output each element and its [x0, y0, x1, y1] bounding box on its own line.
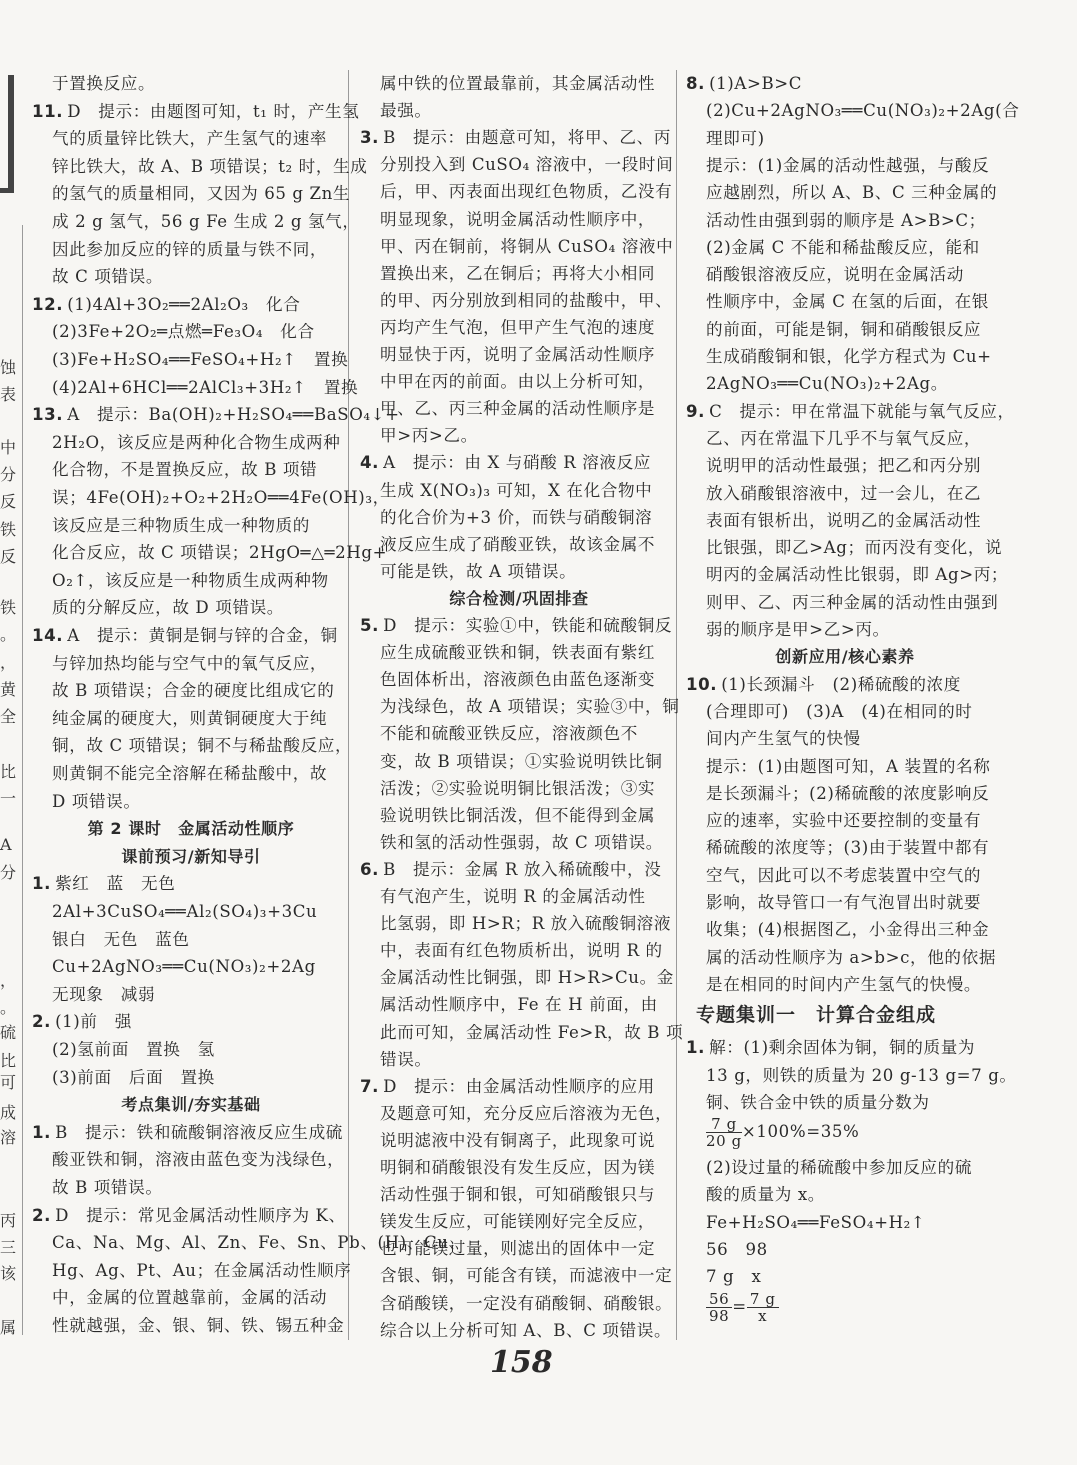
text-line: 活动性由强到弱的顺序是 A>B>C；: [706, 210, 986, 230]
text-line: [32, 622, 338, 649]
text-line: 铜、铁合金中铁的质量分数为: [706, 1092, 930, 1112]
question-number: 1.: [686, 1038, 706, 1058]
margin-bar: [0, 188, 14, 193]
margin-fragment: 表: [0, 385, 17, 404]
text-line: 分别投入到 CuSO₄ 溶液中，一段时间: [380, 155, 674, 175]
text-line: 酸的质量为 x。: [706, 1185, 825, 1205]
margin-fragment: 比: [0, 762, 17, 781]
text-line: 的化合价为+3 价，而铁与硝酸铜溶: [380, 507, 653, 527]
margin-fragment: 反: [0, 547, 17, 566]
text-line: 中甲在丙的前面。由以上分析可知，: [380, 372, 656, 392]
question-number: 4.: [360, 453, 380, 473]
page-number: 158: [490, 1345, 553, 1380]
text-line: 的甲、丙分别放到相同的盐酸中，甲、: [380, 290, 673, 310]
text-line: 说明滤液中没有铜离子，此现象可说: [380, 1130, 656, 1150]
answer-text: A 提示：黄铜是铜与锌的合金，铜: [67, 626, 338, 645]
text-line: 中，金属的位置越靠前，金属的活动: [52, 1288, 328, 1308]
numerator: 56: [706, 1291, 732, 1308]
text-line: 纯金属的硬度大，则黄铜硬度大于纯: [52, 708, 328, 728]
text-line: 应的速率，实验中还要控制的变量有: [706, 811, 982, 831]
text-line: 置换出来，乙在铜后；再将大小相同: [380, 263, 656, 283]
question-number: 9.: [686, 401, 706, 421]
text-line: 铜，故 C 项错误；铜不与稀盐酸反应，: [52, 736, 353, 756]
question-number: 11.: [32, 101, 64, 121]
margin-fragment: 成: [0, 1103, 17, 1122]
text-line: 56 98: [706, 1240, 768, 1259]
text-line: 7 g x: [706, 1267, 762, 1287]
text-line: [32, 1202, 346, 1229]
answer-text: C 提示：甲在常温下就能与氧气反应，: [709, 401, 1015, 421]
text-line: 含硝酸镁，一定没有硝酸铜、硝酸银。: [380, 1293, 673, 1313]
text-line: 与锌加热均能与空气中的氧气反应，: [52, 653, 328, 673]
text-line: 属活动性顺序中，Fe 在 H 前面，由: [380, 995, 658, 1015]
text-line: [686, 1034, 975, 1061]
text-line: 性就越强，金、银、铜、铁、锡五种金: [52, 1316, 345, 1335]
question-number: 5.: [360, 616, 380, 635]
text-line: 生成硝酸铜和银，化学方程式为 Cu+: [706, 347, 992, 366]
question-number: 12.: [32, 294, 64, 314]
text-line: 应越剧烈，所以 A、B、C 三种金属的: [706, 183, 998, 203]
margin-fragment: 属: [0, 1318, 17, 1337]
text-line: 成 2 g 氢气，56 g Fe 生成 2 g 氢气，: [52, 212, 360, 231]
text-line: 铁和氢的活动性强弱，故 C 项错误。: [380, 832, 663, 852]
text-line: (2)设过量的稀硫酸中参加反应的硫: [706, 1158, 973, 1178]
text-line: [686, 398, 1015, 425]
fraction: [706, 1291, 732, 1324]
text-line: 误；4Fe(OH)₂+O₂+2H₂O══4Fe(OH)₃，: [52, 488, 390, 507]
text-line: 明丙的金属活动性比银弱，即 Ag>丙；: [706, 565, 1009, 585]
text-line: 镁发生反应，可能镁刚好完全反应，: [380, 1212, 656, 1232]
answer-text: A 提示：由 X 与硝酸 R 溶液反应: [383, 453, 651, 473]
text-line: 明显现象，说明金属活动性顺序中，: [380, 209, 656, 229]
question-number: 2.: [32, 1205, 52, 1225]
text-line: 液反应生成了硝酸亚铁，故该金属不: [380, 534, 656, 554]
text-line: 银白 无色 蓝色: [52, 929, 190, 949]
text-line: 无现象 减弱: [52, 984, 156, 1004]
text-line: 则黄铜不能完全溶解在稀盐酸中，故: [52, 764, 328, 783]
text-line: 甲、丙在铜前，将铜从 CuSO₄ 溶液中: [380, 236, 674, 256]
text-line: [706, 1291, 779, 1324]
question-number: 2.: [32, 1012, 52, 1032]
margin-fragment: ，: [0, 971, 17, 990]
text-line: 提示：(1)由题图可知，A 装置的名称: [706, 756, 991, 776]
text-line: [360, 449, 651, 476]
margin-fragment: 丙: [0, 1211, 17, 1230]
text-line: 气的质量锌比铁大，产生氢气的速率: [52, 129, 328, 149]
answer-text: B 提示：铁和硫酸铜溶液反应生成硫: [55, 1122, 343, 1142]
answer-text: (1)长颈漏斗 (2)稀硫酸的浓度: [721, 674, 961, 694]
text-line: 变，故 B 项错误；①实验说明铁比铜: [380, 751, 663, 771]
section-heading: 综合检测/巩固排查: [449, 588, 589, 608]
text-line: [686, 70, 802, 97]
question-number: 1.: [32, 874, 52, 894]
text-line: [360, 612, 672, 639]
answer-text: ×100%=35%: [741, 1122, 860, 1142]
text-line: 中，表面有红色物质析出，说明 R 的: [380, 941, 663, 961]
text-line: [32, 870, 175, 897]
text-line: 是长颈漏斗；(2)稀硫酸的浓度影响反: [706, 783, 990, 803]
margin-fragment: 铁: [0, 598, 17, 617]
denominator: x: [758, 1306, 768, 1325]
text-line: 2H₂O，该反应是两种化合物生成两种: [52, 432, 341, 452]
text-line: 故 B 项错误；合金的硬度比组成它的: [52, 681, 335, 701]
text-line: 甲、乙、丙三种金属的活动性顺序是: [380, 399, 656, 419]
answer-text: B 提示：金属 R 放入稀硫酸中，没: [383, 859, 662, 879]
margin-fragment: 该: [0, 1264, 17, 1283]
text-line: 的前面，可能是铜，铜和硝酸银反应: [706, 319, 982, 339]
text-line: 表面有银析出，说明乙的金属活动性: [706, 510, 982, 530]
margin-fragment: 分: [0, 863, 17, 882]
text-line: Fe+H₂SO₄══FeSO₄+H₂↑: [706, 1212, 926, 1232]
answer-text: (1)A>B>C: [709, 74, 803, 93]
text-line: 是在相同的时间内产生氢气的快慢。: [706, 974, 982, 994]
question-number: 3.: [360, 128, 380, 148]
text-line: 生成 X(NO₃)₃ 可知，X 在化合物中: [380, 480, 653, 500]
text-line: 色固体析出，溶液颜色由蓝色逐渐变: [380, 670, 656, 690]
text-line: 收集；(4)根据图乙，小金得出三种金: [706, 920, 990, 940]
question-number: 13.: [32, 405, 64, 425]
margin-divider: [22, 225, 23, 1335]
text-line: 也可能镁过量，则滤出的固体中一定: [380, 1239, 656, 1259]
text-line: 稀硫酸的浓度等；(3)由于装置中都有: [706, 838, 990, 858]
text-line: 空气，因此可以不考虑装置中空气的: [706, 865, 982, 885]
text-line: 属的活动性顺序为 a>b>c，他的依据: [706, 947, 997, 967]
answer-text: D 提示：实验①中，铁能和硫酸铜反: [383, 616, 673, 635]
text-line: [32, 1119, 343, 1146]
text-line: 质的分解反应，故 D 项错误。: [52, 598, 284, 618]
margin-fragment: 分: [0, 465, 17, 484]
text-line: [360, 1073, 655, 1100]
section-heading: 课前预习/新知导引: [121, 846, 261, 866]
section-heading: 第 2 课时 金属活动性顺序: [87, 819, 295, 839]
column-divider: [348, 70, 349, 1340]
text-line: 该反应是三种物质生成一种物质的: [52, 515, 310, 535]
margin-fragment: 比: [0, 1051, 17, 1070]
margin-fragment: 反: [0, 492, 17, 511]
numerator: 7 g: [747, 1291, 779, 1308]
section-heading: 专题集训一 计算合金组成: [696, 1004, 937, 1027]
text-line: 理即可): [706, 128, 765, 148]
text-line: 因此参加反应的锌的质量与铁不同，: [52, 239, 328, 259]
text-line: 活泼；②实验说明铜比银活泼；③实: [380, 778, 656, 798]
text-line: 后，甲、丙表面出现红色物质，乙没有: [380, 182, 673, 202]
margin-fragment: 。: [0, 625, 17, 644]
text-line: Cu+2AgNO₃══Cu(NO₃)₂+2Ag: [52, 957, 316, 977]
text-line: (2)Cu+2AgNO₃══Cu(NO₃)₂+2Ag(合: [706, 101, 1020, 121]
text-line: 属中铁的位置最靠前，其金属活动性: [380, 74, 656, 93]
margin-bar: [8, 75, 14, 193]
text-line: 故 C 项错误。: [52, 267, 164, 287]
text-line: (合理即可) (3)A (4)在相同的时: [706, 701, 973, 721]
text-line: 最强。: [380, 101, 432, 121]
text-line: 错误。: [380, 1049, 432, 1069]
answer-text: 解：(1)剩余固体为铜，铜的质量为: [709, 1038, 976, 1058]
margin-fragment: 黄: [0, 680, 17, 699]
text-line: 丙均产生气泡，但甲产生气泡的速度: [380, 317, 656, 337]
margin-fragment: 蚀: [0, 358, 17, 377]
text-line: (2)氢前面 置换 氢: [52, 1040, 215, 1059]
text-line: 的氢气的质量相同，又因为 65 g Zn生: [52, 184, 351, 204]
answer-text: D 提示：常见金属活动性顺序为 K、: [55, 1205, 346, 1225]
text-line: 为浅绿色，故 A 项错误；实验③中，铜: [380, 697, 680, 717]
question-number: 6.: [360, 859, 380, 879]
answer-text: =: [732, 1296, 747, 1316]
text-line: [360, 124, 671, 151]
text-line: 综合以上分析可知 A、B、C 项错误。: [380, 1320, 672, 1340]
text-line: 于置换反应。: [52, 74, 156, 93]
answer-text: B 提示：由题意可知，将甲、乙、丙: [383, 128, 671, 148]
margin-fragment: 。: [0, 998, 17, 1017]
question-number: 7.: [360, 1076, 380, 1096]
margin-fragment: ，: [0, 653, 17, 672]
answer-text: (1)4Al+3O₂══2Al₂O₃ 化合: [67, 294, 301, 314]
text-line: 酸亚铁和铜，溶液由蓝色变为浅绿色，: [52, 1150, 345, 1170]
answer-text: D 提示：由金属活动性顺序的应用: [383, 1076, 655, 1096]
text-line: [32, 98, 359, 125]
fraction: [747, 1291, 779, 1324]
text-line: 比银强，即乙>Ag；而丙没有变化，说: [706, 538, 1003, 558]
denominator: 98: [709, 1306, 730, 1325]
text-line: 弱的顺序是甲>乙>丙。: [706, 620, 890, 639]
question-number: 10.: [686, 674, 718, 694]
text-line: 锌比铁大，故 A、B 项错误；t₂ 时，生成: [52, 156, 368, 176]
text-line: D 项错误。: [52, 791, 141, 811]
text-line: 放入硝酸银溶液中，过一会儿，在乙: [706, 483, 982, 503]
text-line: (3)Fe+H₂SO₄══FeSO₄+H₂↑ 置换: [52, 350, 349, 369]
text-line: 有气泡产生，说明 R 的金属活动性: [380, 887, 646, 906]
answer-text: A 提示：Ba(OH)₂+H₂SO₄══BaSO₄↓+: [67, 405, 400, 425]
text-line: Ca、Na、Mg、Al、Zn、Fe、Sn、Pb、(H)、Cu、: [52, 1233, 466, 1253]
text-line: (3)前面 后面 置换: [52, 1067, 215, 1087]
text-line: 乙、丙在常温下几乎不与氧气反应，: [706, 428, 982, 448]
denominator: 20 g: [706, 1132, 742, 1151]
text-line: (4)2Al+6HCl══2AlCl₃+3H₂↑ 置换: [52, 377, 359, 397]
text-line: 性顺序中，金属 C 在氢的后面，在银: [706, 292, 989, 312]
text-line: 2AgNO₃══Cu(NO₃)₂+2Ag。: [706, 374, 948, 394]
text-line: 提示：(1)金属的活动性越强，与酸反: [706, 155, 990, 175]
text-line: 应生成硫酸亚铁和铜，铁表面有紫红: [380, 643, 656, 663]
margin-fragment: 一: [0, 789, 17, 808]
answer-text: 紫红 蓝 无色: [55, 874, 176, 894]
text-line: 可能是铁，故 A 项错误。: [380, 561, 577, 581]
text-line: [32, 1008, 132, 1035]
text-line: 金属活动性比铜强，即 H>R>Cu。金: [380, 968, 674, 988]
text-line: 说明甲的活动性最强；把乙和丙分别: [706, 456, 982, 476]
answer-text: D 提示：由题图可知，t₁ 时，产生氢: [67, 101, 360, 121]
text-line: [360, 856, 661, 883]
text-line: 此而可知，金属活动性 Fe>R，故 B 项: [380, 1022, 684, 1042]
text-line: 含银、铜，可能含有镁，而滤液中一定: [380, 1266, 673, 1286]
text-line: 及题意可知，充分反应后溶液为无色，: [380, 1103, 673, 1123]
text-line: 故 B 项错误。: [52, 1178, 163, 1197]
margin-fragment: 中: [0, 438, 17, 457]
text-line: 化合物，不是置换反应，故 B 项错: [52, 460, 318, 480]
text-line: 则甲、乙、丙三种金属的活动性由强到: [706, 592, 999, 612]
text-line: (2)金属 C 不能和稀盐酸反应，能和: [706, 237, 980, 257]
margin-fragment: 溶: [0, 1128, 17, 1147]
text-line: [32, 291, 300, 318]
text-line: (2)3Fe+2O₂═点燃═Fe₃O₄ 化合: [52, 322, 315, 342]
text-line: Hg、Ag、Pt、Au；在金属活动性顺序: [52, 1260, 352, 1280]
question-number: 1.: [32, 1122, 52, 1142]
text-line: 明铜和硝酸银没有发生反应，因为镁: [380, 1158, 656, 1177]
section-heading: 考点集训/夯实基础: [121, 1095, 261, 1115]
section-heading: 创新应用/核心素养: [775, 647, 915, 667]
margin-fragment: 铁: [0, 520, 17, 539]
margin-fragment: 全: [0, 707, 17, 726]
numerator: 7 g: [706, 1116, 742, 1133]
text-line: [686, 671, 961, 698]
question-number: 8.: [686, 74, 706, 93]
margin-fragment: 三: [0, 1238, 17, 1257]
answer-text: (1)前 强: [55, 1012, 132, 1032]
text-line: 甲>丙>乙。: [380, 426, 478, 446]
text-line: 不能和硫酸亚铁反应，溶液颜色不: [380, 724, 638, 744]
text-line: 活动性强于铜和银，可知硝酸银只与: [380, 1185, 656, 1205]
text-line: 明显快于丙，说明了金属活动性顺序: [380, 345, 656, 364]
text-line: [706, 1116, 859, 1149]
text-line: 验说明铁比铜活泼，但不能得到金属: [380, 805, 656, 825]
fraction: [706, 1116, 742, 1149]
text-line: 2Al+3CuSO₄══Al₂(SO₄)₃+3Cu: [52, 902, 318, 921]
margin-fragment: 可: [0, 1073, 17, 1092]
text-line: 化合反应，故 C 项错误；2HgO═△═2Hg+: [52, 543, 388, 563]
text-line: 影响，故导管口一有气泡冒出时就要: [706, 893, 982, 912]
question-number: 14.: [32, 626, 64, 645]
text-line: [32, 401, 400, 428]
margin-fragment: A: [0, 835, 12, 854]
margin-fragment: 硫: [0, 1023, 17, 1042]
text-line: O₂↑，该反应是一种物质生成两种物: [52, 570, 329, 590]
text-line: 13 g，则铁的质量为 20 g-13 g=7 g。: [706, 1065, 1017, 1085]
text-line: 间内产生氢气的快慢: [706, 729, 861, 749]
text-line: 硝酸银溶液反应，说明在金属活动: [706, 265, 964, 285]
text-line: 比氢弱，即 H>R；R 放入硫酸铜溶液: [380, 914, 672, 934]
